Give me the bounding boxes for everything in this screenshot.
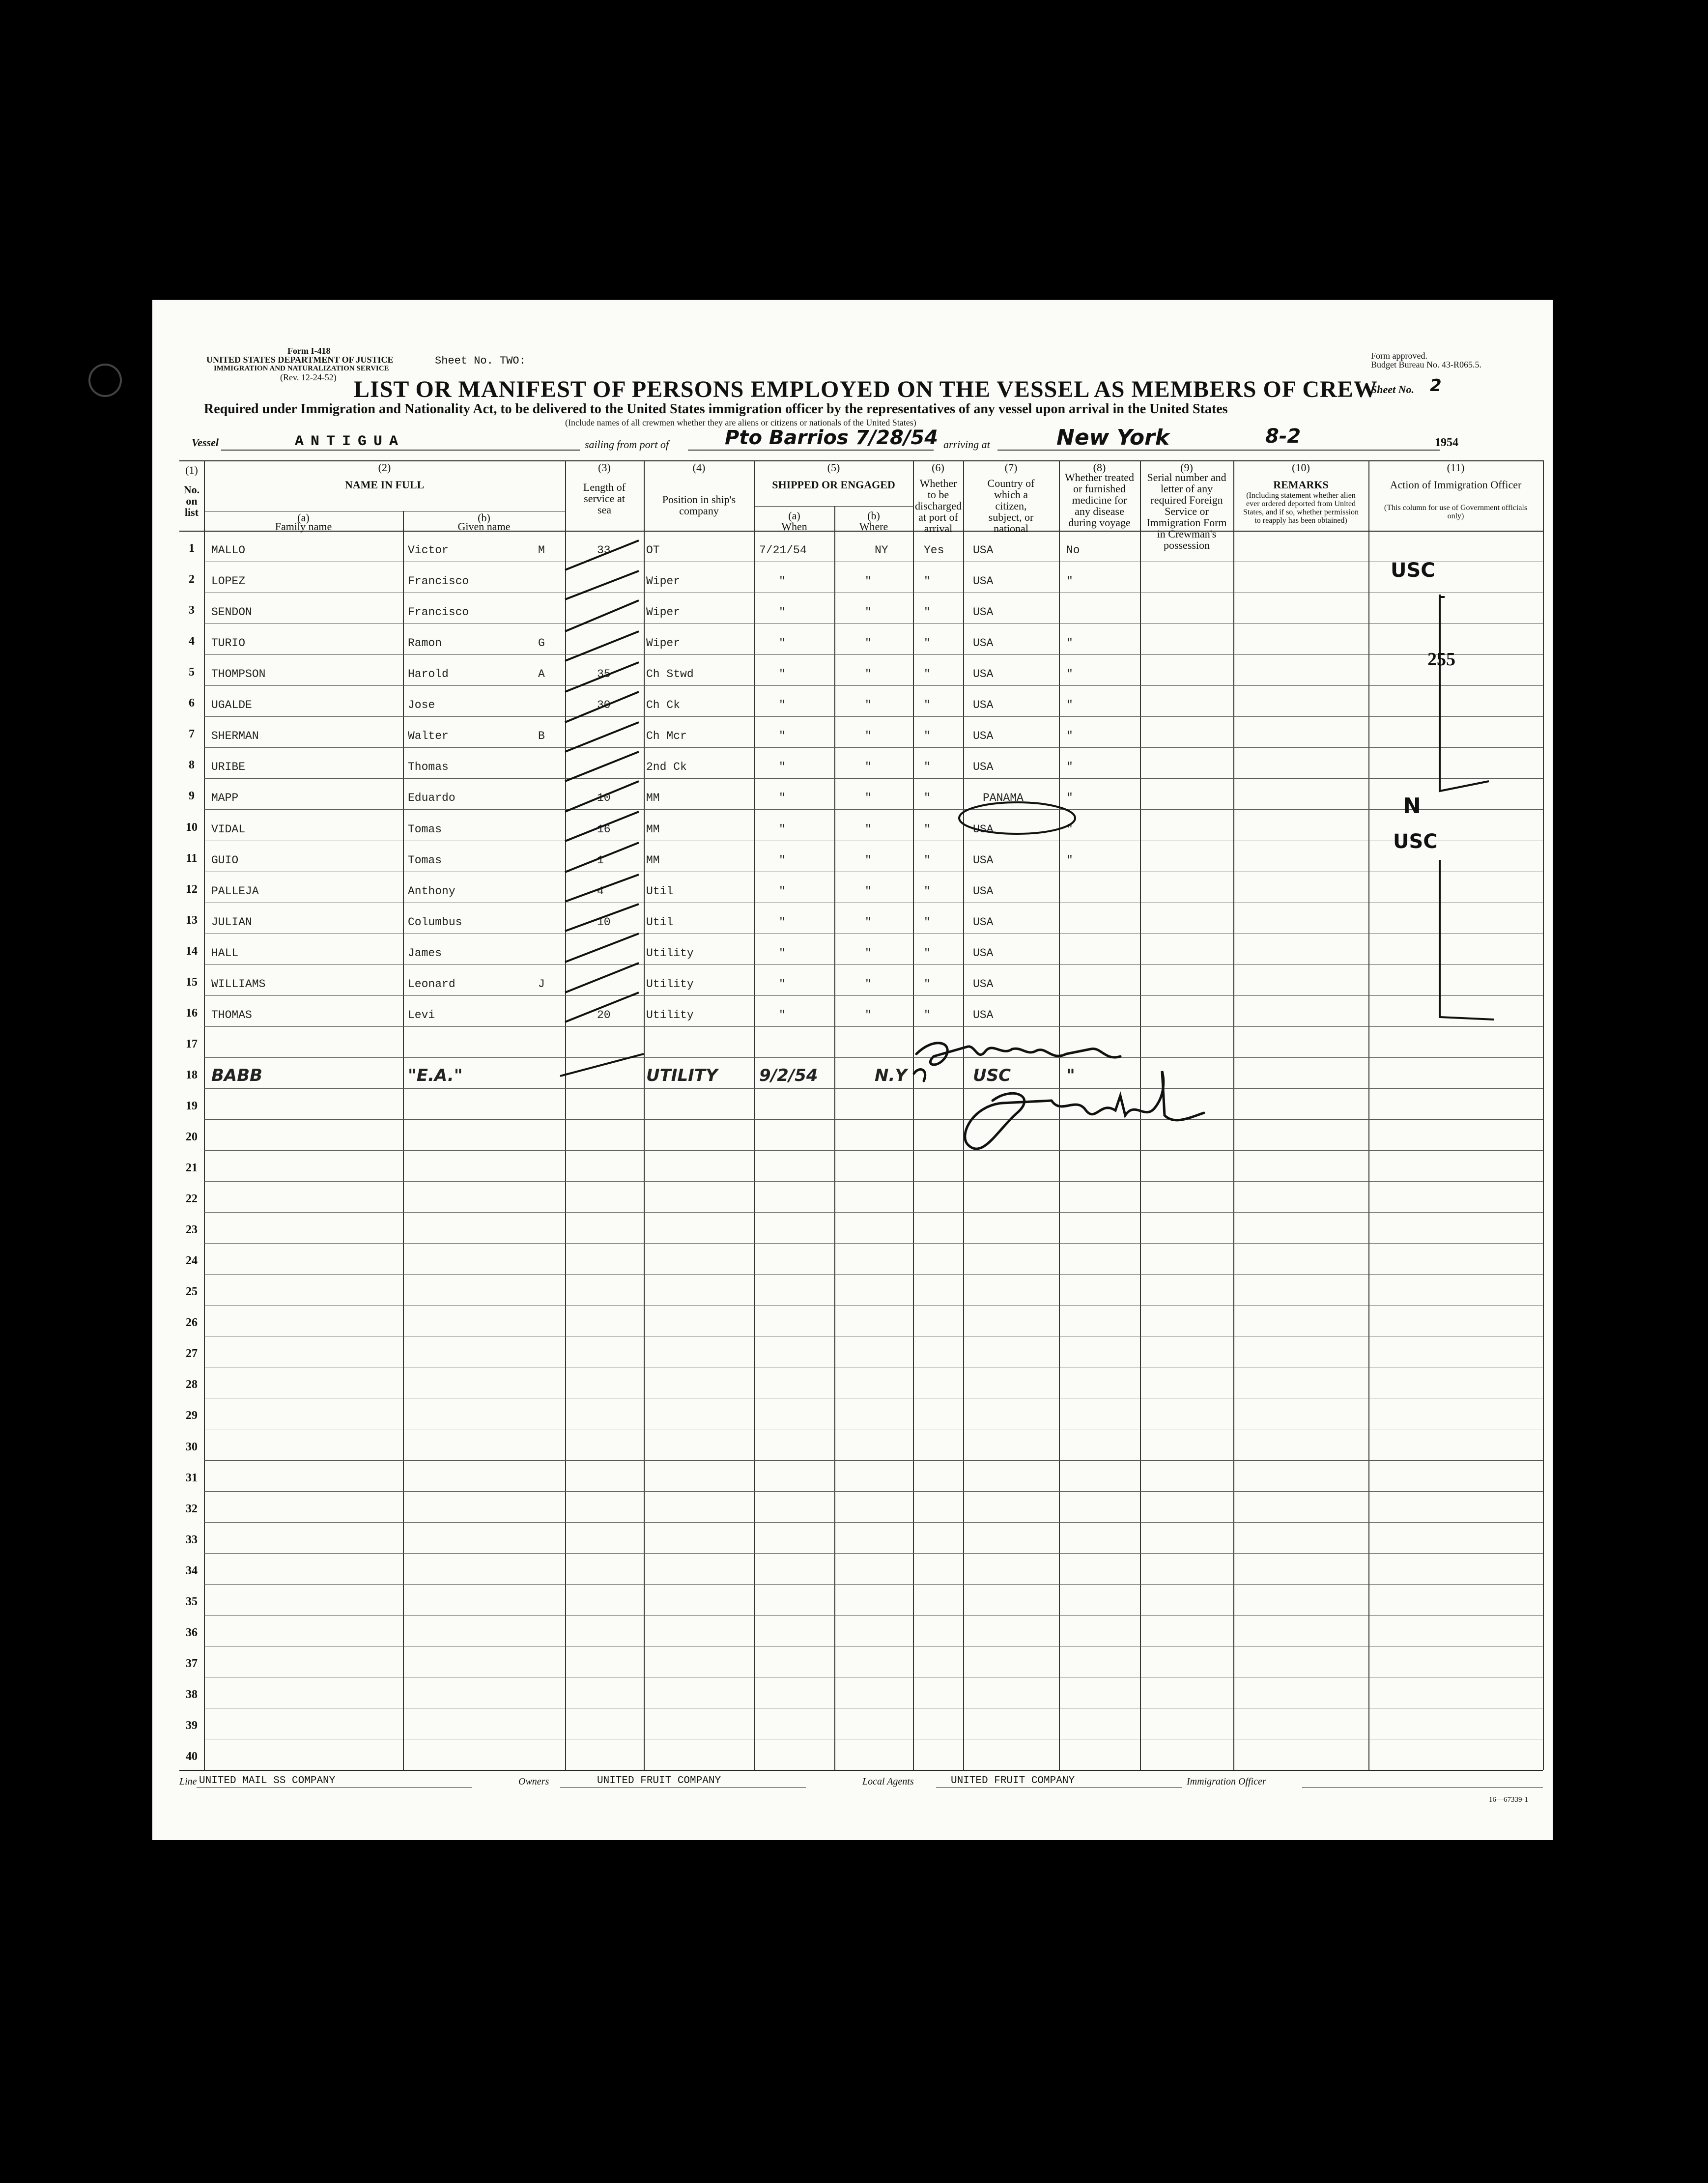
middle-initial-cell: A bbox=[538, 668, 545, 681]
col-remarks-note: (Including statement whether alien ever ordered deported from United States, and if so, whether permission to reapply has been obtained) bbox=[1243, 491, 1359, 525]
discharged-cell: " bbox=[924, 822, 931, 836]
row-divider bbox=[204, 1212, 1543, 1213]
position-cell: UTILITY bbox=[646, 1065, 718, 1085]
position-cell: MM bbox=[646, 822, 660, 836]
row-number: 34 bbox=[186, 1564, 198, 1577]
shipped-where-cell: " bbox=[865, 637, 872, 650]
position-cell: MM bbox=[646, 792, 660, 805]
discharged-cell: " bbox=[924, 977, 931, 991]
family-name-cell: LOPEZ bbox=[211, 575, 246, 588]
col-medicine: Whether treated or furnished medicine for any disease during voyage bbox=[1064, 471, 1135, 529]
row-divider bbox=[204, 1119, 1543, 1120]
form-approved: Form approved. bbox=[1371, 351, 1427, 361]
shipped-when-cell: " bbox=[779, 699, 786, 712]
given-name-cell: Victor bbox=[408, 544, 449, 557]
col11-number: (11) bbox=[1447, 461, 1465, 474]
shipped-where-cell: " bbox=[865, 606, 872, 619]
row-divider bbox=[204, 1057, 1543, 1058]
col1-number: (1) bbox=[185, 464, 198, 476]
family-name-cell: THOMAS bbox=[211, 1008, 252, 1021]
row-number: 20 bbox=[186, 1131, 198, 1143]
family-name-cell: SENDON bbox=[211, 606, 252, 619]
given-name-cell: Francisco bbox=[408, 606, 469, 619]
medicine-cell: " bbox=[1066, 853, 1073, 867]
row-divider bbox=[204, 995, 1543, 996]
shipped-where-cell: " bbox=[865, 822, 872, 836]
col2a-number: (a) bbox=[297, 511, 310, 524]
medicine-cell: " bbox=[1066, 792, 1073, 805]
row-number: 32 bbox=[186, 1502, 198, 1515]
row-number: 7 bbox=[189, 728, 195, 741]
row-divider bbox=[204, 1553, 1543, 1554]
shipped-when-cell: " bbox=[779, 761, 786, 774]
form-title: LIST OR MANIFEST OF PERSONS EMPLOYED ON THE VESSEL AS MEMBERS OF CREW bbox=[354, 376, 1378, 402]
discharged-cell: " bbox=[924, 575, 931, 588]
medicine-cell: " bbox=[1066, 730, 1073, 743]
budget-bureau: Budget Bureau No. 43-R065.5. bbox=[1371, 360, 1481, 369]
country-cell: PANAMA bbox=[983, 792, 1024, 805]
action-number-255: 255 bbox=[1427, 649, 1455, 670]
service-length-cell: 20 bbox=[597, 1008, 611, 1021]
shipped-when-cell: " bbox=[779, 730, 786, 743]
footer-line-value: UNITED MAIL SS COMPANY bbox=[199, 1775, 336, 1786]
service-length-cell: 33 bbox=[597, 544, 611, 557]
row-number: 33 bbox=[186, 1533, 198, 1546]
row-number: 25 bbox=[186, 1285, 198, 1299]
row-number: 8 bbox=[189, 759, 195, 772]
family-name-cell: TURIO bbox=[211, 637, 246, 650]
given-name-cell: Francisco bbox=[408, 575, 469, 588]
col-position: Position in ship's company bbox=[662, 493, 736, 517]
row-number: 5 bbox=[189, 666, 195, 679]
given-name-cell: Leonard bbox=[408, 977, 455, 991]
discharged-cell: " bbox=[924, 915, 931, 929]
col4-number: (4) bbox=[692, 461, 706, 474]
row-number: 6 bbox=[189, 697, 195, 710]
year: 1954 bbox=[1435, 436, 1458, 449]
shipped-where-cell: " bbox=[865, 668, 872, 681]
given-name-cell: Columbus bbox=[408, 915, 462, 929]
col2-number: (2) bbox=[378, 461, 391, 474]
medicine-cell: " bbox=[1066, 1065, 1075, 1085]
row-number: 22 bbox=[186, 1192, 198, 1206]
row-number: 4 bbox=[189, 635, 195, 648]
family-name-cell: MALLO bbox=[211, 544, 246, 557]
given-name-cell: Levi bbox=[408, 1008, 435, 1021]
position-cell: Utility bbox=[646, 946, 694, 960]
row-divider bbox=[204, 1274, 1543, 1275]
service-length-cell: 10 bbox=[597, 792, 611, 805]
shipped-where-cell: N.Y bbox=[875, 1065, 907, 1085]
row-number: 17 bbox=[186, 1037, 198, 1050]
col3-number: (3) bbox=[598, 461, 611, 474]
row-number: 35 bbox=[186, 1595, 198, 1608]
shipped-where-cell: " bbox=[865, 853, 872, 867]
col-action-note: (This column for use of Government officials only) bbox=[1384, 504, 1528, 520]
row-number: 9 bbox=[189, 790, 195, 803]
col-no-on-list: No. on list bbox=[183, 483, 200, 518]
action-n-row9: N bbox=[1403, 794, 1421, 819]
footer-line-label: Line bbox=[179, 1776, 197, 1787]
row-number: 38 bbox=[186, 1688, 198, 1701]
agency-name: UNITED STATES DEPARTMENT OF JUSTICE bbox=[206, 355, 394, 365]
discharged-cell: Yes bbox=[924, 544, 944, 557]
middle-initial-cell: B bbox=[538, 730, 545, 743]
service-length-cell: 4 bbox=[597, 884, 604, 898]
given-name-cell: Tomas bbox=[408, 853, 442, 867]
given-name-cell: Anthony bbox=[408, 884, 455, 898]
row-number: 31 bbox=[186, 1471, 198, 1484]
col-discharged: Whether to be discharged at port of arrival bbox=[915, 477, 962, 535]
action-bracket-1 bbox=[1400, 595, 1499, 801]
row-divider bbox=[204, 1243, 1543, 1244]
position-cell: Util bbox=[646, 915, 674, 929]
service-length-cell: 30 bbox=[597, 699, 611, 712]
row-divider bbox=[204, 1026, 1543, 1027]
given-name-cell: Thomas bbox=[408, 761, 449, 774]
given-name-cell: Tomas bbox=[408, 822, 442, 836]
row-number: 2 bbox=[189, 573, 195, 586]
row-number: 16 bbox=[186, 1006, 198, 1020]
row-number: 13 bbox=[186, 913, 198, 927]
given-name-cell: Jose bbox=[408, 699, 435, 712]
shipped-when-cell: 7/21/54 bbox=[759, 544, 807, 557]
col-when: When bbox=[781, 520, 807, 533]
service-length-cell: 1 bbox=[597, 853, 604, 867]
col5-number: (5) bbox=[827, 461, 840, 474]
family-name-cell: SHERMAN bbox=[211, 730, 259, 743]
row-number: 15 bbox=[186, 975, 198, 989]
shipped-where-cell: NY bbox=[875, 544, 888, 557]
country-cell: USA bbox=[973, 575, 994, 588]
row-number: 39 bbox=[186, 1719, 198, 1732]
row-divider bbox=[204, 1584, 1543, 1585]
given-name-cell: Walter bbox=[408, 730, 449, 743]
discharged-cell: " bbox=[924, 853, 931, 867]
position-cell: Ch Mcr bbox=[646, 730, 687, 743]
col2b-number: (b) bbox=[478, 511, 490, 524]
discharged-cell: " bbox=[924, 730, 931, 743]
given-name-cell: Ramon bbox=[408, 637, 442, 650]
position-cell: OT bbox=[646, 544, 660, 557]
row-number: 3 bbox=[189, 604, 195, 617]
row-number: 18 bbox=[186, 1068, 198, 1081]
col-family-name: Family name bbox=[275, 520, 332, 533]
given-name-cell: James bbox=[408, 946, 442, 960]
row-divider bbox=[204, 654, 1543, 655]
discharged-cell: " bbox=[924, 606, 931, 619]
family-name-cell: MAPP bbox=[211, 792, 239, 805]
shipped-when-cell: " bbox=[779, 977, 786, 991]
footer-owners-value: UNITED FRUIT COMPANY bbox=[597, 1775, 721, 1786]
position-cell: Utility bbox=[646, 1008, 694, 1021]
row-number: 27 bbox=[186, 1347, 198, 1361]
shipped-when-cell: " bbox=[779, 1008, 786, 1021]
medicine-cell: " bbox=[1066, 668, 1073, 681]
row-number: 19 bbox=[186, 1099, 198, 1112]
shipped-when-cell: " bbox=[779, 668, 786, 681]
action-usc-row10: USC bbox=[1393, 830, 1438, 853]
shipped-when-cell: " bbox=[779, 606, 786, 619]
position-cell: Ch Ck bbox=[646, 699, 681, 712]
footer-agents-value: UNITED FRUIT COMPANY bbox=[951, 1775, 1075, 1786]
shipped-where-cell: " bbox=[865, 884, 872, 898]
row-divider bbox=[204, 1088, 1543, 1089]
medicine-cell: " bbox=[1066, 637, 1073, 650]
medicine-cell: " bbox=[1066, 822, 1073, 836]
arriving-date: 8-2 bbox=[1265, 425, 1301, 448]
given-name-cell: "E.A." bbox=[408, 1065, 463, 1085]
discharged-cell: " bbox=[924, 946, 931, 960]
shipped-where-cell: " bbox=[865, 575, 872, 588]
col5a-number: (a) bbox=[788, 510, 800, 522]
col5b-number: (b) bbox=[867, 510, 880, 522]
row-divider bbox=[204, 1181, 1543, 1182]
country-cell: USA bbox=[973, 915, 994, 929]
col-remarks: REMARKS bbox=[1273, 479, 1329, 491]
col-serial-number: Serial number and letter of any required Foreign Service or Immigration Form in Crewman's possession bbox=[1146, 471, 1227, 551]
shipped-where-cell: " bbox=[865, 977, 872, 991]
arriving-port: New York bbox=[1056, 425, 1170, 450]
medicine-cell: " bbox=[1066, 699, 1073, 712]
action-bracket-2 bbox=[1410, 860, 1509, 1032]
discharged-cell: " bbox=[924, 792, 931, 805]
col7-number: (7) bbox=[1004, 461, 1018, 474]
medicine-cell: " bbox=[1066, 575, 1073, 588]
row-divider bbox=[204, 1491, 1543, 1492]
family-name-cell: VIDAL bbox=[211, 822, 246, 836]
col-action-officer: Action of Immigration Officer bbox=[1390, 479, 1522, 491]
row-number: 28 bbox=[186, 1378, 198, 1391]
shipped-when-cell: " bbox=[779, 637, 786, 650]
shipped-when-cell: " bbox=[779, 915, 786, 929]
row-number: 1 bbox=[189, 542, 195, 555]
shipped-when-cell: " bbox=[779, 792, 786, 805]
row-number: 37 bbox=[186, 1657, 198, 1670]
footer-agents-label: Local Agents bbox=[862, 1776, 914, 1787]
row-number: 21 bbox=[186, 1162, 198, 1175]
sailing-label: sailing from port of bbox=[585, 438, 669, 451]
form-revision: (Rev. 12-24-52) bbox=[280, 372, 337, 382]
middle-initial-cell: G bbox=[538, 637, 545, 650]
middle-initial-cell: J bbox=[538, 977, 545, 991]
row-divider bbox=[204, 964, 1543, 965]
footer-officer-label: Immigration Officer bbox=[1187, 1776, 1266, 1787]
col-shipped-engaged: SHIPPED OR ENGAGED bbox=[772, 479, 895, 491]
shipped-when-cell: " bbox=[779, 853, 786, 867]
family-name-cell: BABB bbox=[211, 1065, 263, 1085]
footer-owners-label: Owners bbox=[518, 1776, 549, 1787]
binder-hole-faint bbox=[88, 364, 122, 397]
position-cell: Util bbox=[646, 884, 674, 898]
given-name-cell: Harold bbox=[408, 668, 449, 681]
country-cell: USA bbox=[973, 884, 994, 898]
shipped-where-cell: " bbox=[865, 1008, 872, 1021]
family-name-cell: GUIO bbox=[211, 853, 239, 867]
discharged-cell: " bbox=[924, 761, 931, 774]
col8-number: (8) bbox=[1093, 461, 1106, 474]
shipped-when-cell: " bbox=[779, 575, 786, 588]
shipped-when-cell: " bbox=[779, 946, 786, 960]
col-length-of-service: Length of service at sea bbox=[583, 481, 626, 516]
country-cell: USA bbox=[973, 822, 994, 836]
row-number: 24 bbox=[186, 1254, 198, 1268]
country-cell: USA bbox=[973, 668, 994, 681]
shipped-where-cell: " bbox=[865, 946, 872, 960]
shipped-when-cell: " bbox=[779, 884, 786, 898]
row-number: 11 bbox=[186, 851, 198, 865]
col-country: Country of which a citizen, subject, or national bbox=[987, 477, 1035, 535]
vessel-label: Vessel bbox=[192, 436, 219, 449]
row-number: 14 bbox=[186, 944, 198, 958]
given-name-cell: Eduardo bbox=[408, 792, 455, 805]
discharged-cell: " bbox=[924, 668, 931, 681]
discharged-cell: " bbox=[924, 699, 931, 712]
country-cell: USA bbox=[973, 1008, 994, 1021]
shipped-when-cell: 9/2/54 bbox=[759, 1065, 818, 1085]
shipped-where-cell: " bbox=[865, 792, 872, 805]
agency-service: IMMIGRATION AND NATURALIZATION SERVICE bbox=[214, 365, 389, 372]
position-cell: Wiper bbox=[646, 637, 681, 650]
row-divider bbox=[204, 1460, 1543, 1461]
row-divider bbox=[204, 716, 1543, 717]
shipped-where-cell: " bbox=[865, 699, 872, 712]
row-number: 36 bbox=[186, 1626, 198, 1639]
row-number: 12 bbox=[186, 882, 198, 896]
country-cell: USA bbox=[973, 761, 994, 774]
country-cell: USA bbox=[973, 637, 994, 650]
action-usc-row1: USC bbox=[1391, 559, 1435, 582]
service-length-cell: 10 bbox=[597, 915, 611, 929]
footer-form-code: 16—67339-1 bbox=[1489, 1796, 1528, 1804]
service-length-cell: 16 bbox=[597, 822, 611, 836]
vessel-name: ANTIGUA bbox=[295, 433, 405, 450]
handwritten-signature bbox=[889, 1027, 1332, 1204]
service-column-checkmarks bbox=[555, 536, 654, 1405]
sheet-label: Sheet No. bbox=[1371, 383, 1414, 396]
country-cell: USA bbox=[973, 699, 994, 712]
shipped-where-cell: " bbox=[865, 730, 872, 743]
medicine-cell: No bbox=[1066, 544, 1080, 557]
form-subnote: (Include names of all crewmen whether they are aliens or citizens or nationals of the United States) bbox=[565, 418, 916, 427]
discharged-cell: " bbox=[924, 884, 931, 898]
family-name-cell: JULIAN bbox=[211, 915, 252, 929]
col6-number: (6) bbox=[932, 461, 944, 474]
position-cell: Ch Stwd bbox=[646, 668, 694, 681]
row-divider bbox=[204, 809, 1543, 810]
row-number: 30 bbox=[186, 1440, 198, 1453]
row-divider bbox=[204, 685, 1543, 686]
row-number: 29 bbox=[186, 1409, 198, 1422]
row-divider bbox=[204, 1150, 1543, 1151]
row-number: 40 bbox=[186, 1750, 198, 1763]
country-cell: USA bbox=[973, 730, 994, 743]
discharged-cell: " bbox=[924, 637, 931, 650]
country-cell: USA bbox=[973, 946, 994, 960]
country-cell: USA bbox=[973, 853, 994, 867]
row-divider bbox=[204, 1615, 1543, 1616]
row-divider bbox=[204, 778, 1543, 779]
family-name-cell: WILLIAMS bbox=[211, 977, 266, 991]
sailing-port: Pto Barrios 7/28/54 bbox=[725, 426, 939, 449]
family-name-cell: UGALDE bbox=[211, 699, 252, 712]
country-cell: USC bbox=[973, 1065, 1011, 1085]
col-given-name: Given name bbox=[457, 520, 511, 533]
position-cell: Wiper bbox=[646, 575, 681, 588]
country-cell: USA bbox=[973, 606, 994, 619]
crew-manifest-sheet bbox=[152, 300, 1553, 1840]
shipped-where-cell: " bbox=[865, 915, 872, 929]
col-name-in-full: NAME IN FULL bbox=[344, 479, 425, 491]
family-name-cell: THOMPSON bbox=[211, 668, 266, 681]
position-cell: Wiper bbox=[646, 606, 681, 619]
row-number: 10 bbox=[186, 821, 198, 834]
row-divider bbox=[204, 1522, 1543, 1523]
row-divider bbox=[204, 747, 1543, 748]
panama-circle-mark bbox=[953, 796, 1081, 840]
row-number: 23 bbox=[186, 1223, 198, 1237]
shipped-when-cell: " bbox=[779, 822, 786, 836]
service-length-cell: 35 bbox=[597, 668, 611, 681]
col-where: Where bbox=[859, 520, 888, 533]
discharged-cell: " bbox=[924, 1008, 931, 1021]
middle-initial-cell: M bbox=[538, 544, 545, 557]
form-number: Form I-418 bbox=[287, 346, 331, 356]
medicine-cell: " bbox=[1066, 761, 1073, 774]
arriving-label: arriving at bbox=[943, 438, 990, 451]
position-cell: Utility bbox=[646, 977, 694, 991]
country-cell: USA bbox=[973, 544, 994, 557]
form-subtitle: Required under Immigration and Nationality Act, to be delivered to the United States immigration officer by the representatives of any vessel upon arrival in the United States bbox=[204, 401, 1228, 417]
col9-number: (9) bbox=[1180, 461, 1193, 474]
row-number: 26 bbox=[186, 1316, 198, 1330]
sheet-number-handwritten: 2 bbox=[1430, 376, 1442, 396]
family-name-cell: PALLEJA bbox=[211, 884, 259, 898]
position-cell: 2nd Ck bbox=[646, 761, 687, 774]
family-name-cell: URIBE bbox=[211, 761, 246, 774]
family-name-cell: HALL bbox=[211, 946, 239, 960]
col10-number: (10) bbox=[1292, 461, 1310, 474]
shipped-where-cell: " bbox=[865, 761, 872, 774]
position-cell: MM bbox=[646, 853, 660, 867]
country-cell: USA bbox=[973, 977, 994, 991]
sheet-number-typed: Sheet No. TWO: bbox=[435, 355, 526, 367]
